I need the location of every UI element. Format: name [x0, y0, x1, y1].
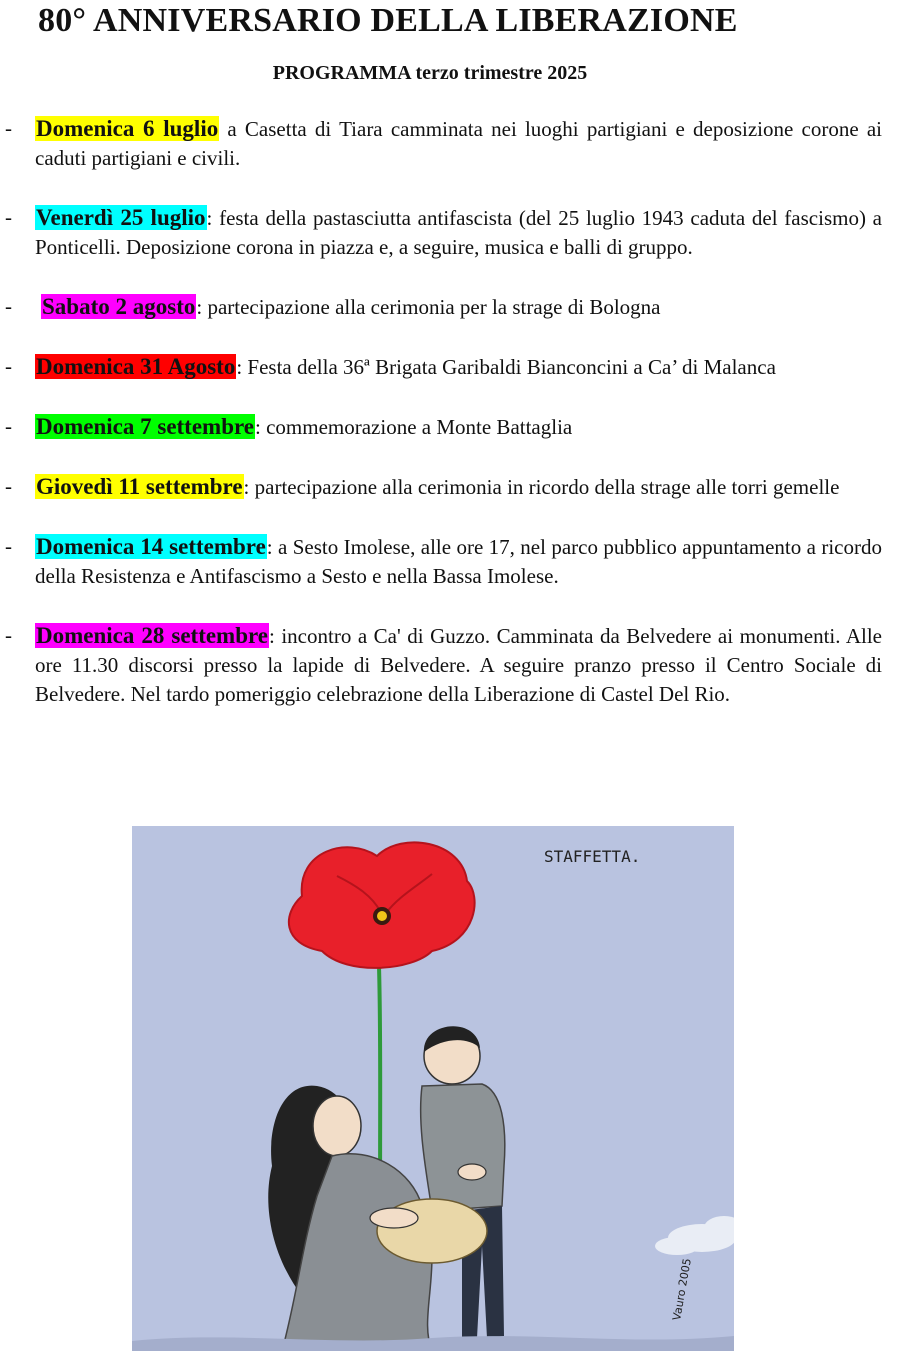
hand-icon	[370, 1208, 418, 1228]
event-date: Domenica 14 settembre	[36, 534, 266, 559]
list-dash: -	[5, 294, 12, 318]
woman-face	[313, 1096, 361, 1156]
event-item	[0, 114, 882, 173]
event-date: Domenica 7 settembre	[36, 414, 255, 439]
event-date: Domenica 6 luglio	[36, 116, 219, 141]
list-dash: -	[5, 474, 12, 498]
list-dash: -	[5, 205, 12, 229]
list-dash: -	[5, 116, 12, 140]
event-description: : festa della pastasciutta antifascista (del 25 luglio 1943 caduta del fascismo) a Ponticelli. Deposizione corona in piazza e, a seguire, musica e balli di gruppo.	[35, 206, 882, 259]
event-item	[0, 292, 882, 322]
event-description: : commemorazione a Monte Battaglia	[255, 415, 573, 439]
list-dash: -	[5, 534, 12, 558]
event-item	[0, 621, 882, 709]
event-date: Domenica 31 Agosto	[36, 354, 236, 379]
event-date: Giovedì 11 settembre	[36, 474, 243, 499]
list-dash: -	[5, 623, 12, 647]
event-date: Domenica 28 settembre	[36, 623, 269, 648]
event-item	[0, 203, 882, 262]
event-item	[0, 412, 882, 442]
boy-sweater	[421, 1084, 505, 1211]
event-description: : a Sesto Imolese, alle ore 17, nel parco pubblico appuntamento a ricordo della Resistenza e Antifascismo a Sesto e nella Bassa Imolese.	[35, 535, 882, 588]
event-list	[0, 112, 900, 709]
event-description: a Casetta di Tiara camminata nei luoghi partigiani e deposizione corone ai caduti partigiani e civili.	[35, 117, 882, 170]
event-date: Sabato 2 agosto	[42, 294, 196, 319]
list-dash: -	[5, 354, 12, 378]
event-description: : Festa della 36ª Brigata Garibaldi Bianconcini a Ca’ di Malanca	[236, 355, 776, 379]
event-item	[0, 352, 882, 382]
page-title: 80° ANNIVERSARIO DELLA LIBERAZIONE	[38, 2, 738, 39]
staffetta-illustration	[132, 826, 734, 1351]
event-date: Venerdì 25 luglio	[36, 205, 206, 230]
hand-icon	[458, 1164, 486, 1180]
event-description: : partecipazione alla cerimonia per la strage di Bologna	[196, 295, 661, 319]
event-description: : incontro a Ca' di Guzzo. Camminata da Belvedere ai monumenti. Alle ore 11.30 discorsi presso la lapide di Belvedere. A seguire pranzo presso il Centro Sociale di Belvedere. Nel tardo pomeriggio celebrazione della Liberazione di Castel Del Rio.	[35, 624, 882, 706]
event-description: : partecipazione alla cerimonia in ricordo della strage alle torri gemelle	[243, 475, 840, 499]
event-item	[0, 532, 882, 591]
page-subtitle: PROGRAMMA terzo trimestre 2025	[272, 62, 588, 84]
list-dash: -	[5, 414, 12, 438]
artist-signature: Vauro 2005	[670, 1257, 694, 1322]
illustration-caption: STAFFETTA.	[544, 847, 641, 866]
event-item	[0, 472, 882, 502]
